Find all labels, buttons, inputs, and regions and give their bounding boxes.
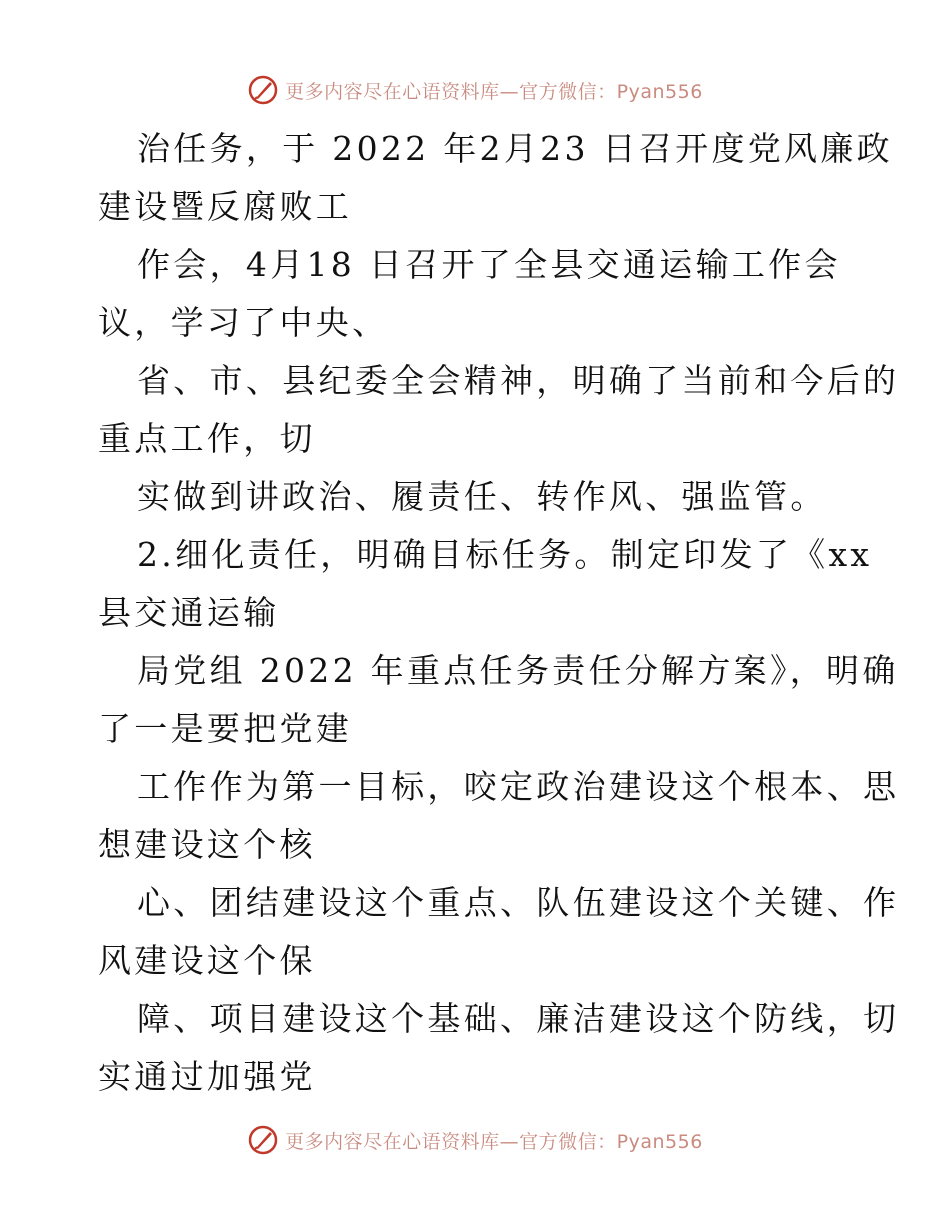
body-line: 了一是要把党建 [98,709,353,748]
header-banner [0,70,950,110]
footer-banner [0,1120,950,1160]
body-line: 治任务，于 2022 年2月23 日召开度党风廉政 [137,129,893,168]
body-line: 想建设这个核 [98,825,316,864]
body-line: 重点工作，切 [98,419,316,458]
body-line: 实做到讲政治、履责任、转作风、强监管。 [137,477,827,516]
body-line: 风建设这个保 [98,941,316,980]
body-line: 建设暨反腐败工 [98,187,353,226]
header-banner-text: 更多内容尽在心语资料库—官方微信：Pyan556 [285,80,703,103]
body-line: 县交通运输 [98,593,280,632]
body-line: 障、项目建设这个基础、廉洁建设这个防线，切 [137,999,900,1038]
body-line: 实通过加强党 [98,1057,316,1096]
body-line: 作会，4月18 日召开了全县交通运输工作会 [137,245,841,284]
body-line: 议，学习了中央、 [98,303,389,342]
body-line: 心、团结建设这个重点、队伍建设这个关键、作 [137,883,900,922]
body-line: 局党组 2022 年重点任务责任分解方案》，明确 [137,651,899,690]
body-line: 省、市、县纪委全会精神，明确了当前和今后的 [137,361,900,400]
body-line: 工作作为第一目标，咬定政治建设这个根本、思 [137,767,900,806]
body-line: 2.细化责任，明确目标任务。制定印发了《xx [137,535,873,574]
quill-logo-icon [247,74,279,106]
quill-logo-icon [247,1124,279,1156]
footer-banner-text: 更多内容尽在心语资料库—官方微信：Pyan556 [285,1130,703,1153]
